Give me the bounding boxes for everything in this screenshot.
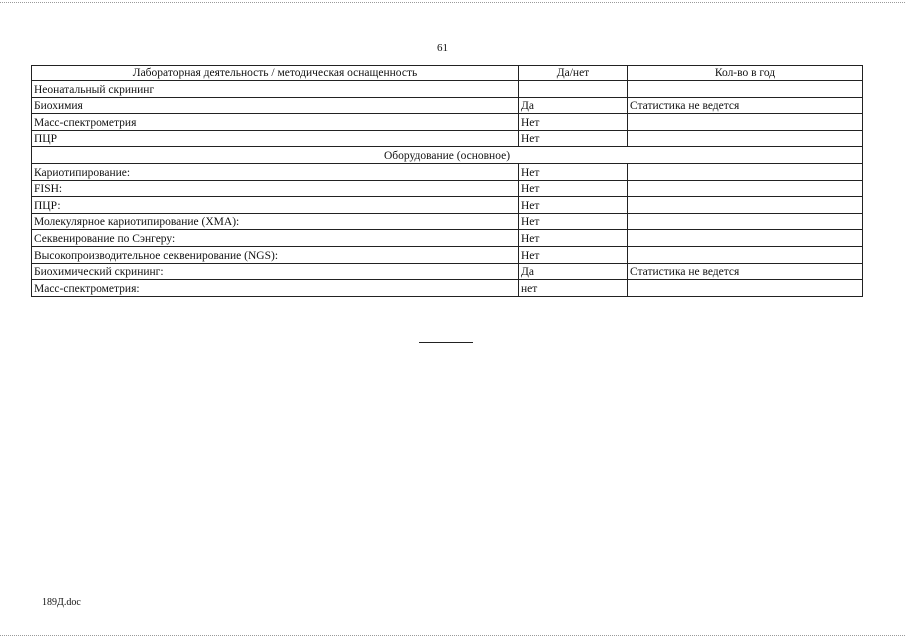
count-cell <box>628 246 863 263</box>
page-number: 61 <box>437 42 448 54</box>
activity-cell: Кариотипирование: <box>32 163 519 180</box>
activity-cell: Молекулярное кариотипирование (ХМА): <box>32 213 519 230</box>
table-row <box>32 263 863 280</box>
count-cell <box>628 180 863 197</box>
footer-rule <box>419 342 473 343</box>
section-row-equipment <box>32 147 863 164</box>
yes-no-cell: Да <box>519 97 628 114</box>
scan-edge-top <box>0 2 905 3</box>
table-row <box>32 114 863 131</box>
activity-cell: Масс-спектрометрия: <box>32 280 519 297</box>
activity-cell: FISH: <box>32 180 519 197</box>
count-cell: Статистика не ведется <box>628 263 863 280</box>
yes-no-cell: Нет <box>519 246 628 263</box>
header-yes-no: Да/нет <box>519 66 628 81</box>
yes-no-cell: Нет <box>519 130 628 147</box>
count-cell <box>628 213 863 230</box>
table-row <box>32 81 863 98</box>
document-filename: 189Д.doc <box>42 597 81 608</box>
count-cell <box>628 130 863 147</box>
activity-cell: Высокопроизводительное секвенирование (NGS): <box>32 246 519 263</box>
table-row <box>32 180 863 197</box>
lab-activity-table <box>31 65 863 297</box>
header-count: Кол-во в год <box>628 66 863 81</box>
table-row <box>32 230 863 247</box>
count-cell <box>628 163 863 180</box>
yes-no-cell: Да <box>519 263 628 280</box>
activity-cell: Биохимия <box>32 97 519 114</box>
count-cell <box>628 280 863 297</box>
activity-cell: Масс-спектрометрия <box>32 114 519 131</box>
header-activity: Лабораторная деятельность / методическая оснащенность <box>32 66 519 81</box>
count-cell <box>628 230 863 247</box>
yes-no-cell: Нет <box>519 213 628 230</box>
yes-no-cell: нет <box>519 280 628 297</box>
table-header-row <box>32 66 863 81</box>
yes-no-cell: Нет <box>519 230 628 247</box>
yes-no-cell: Нет <box>519 180 628 197</box>
yes-no-cell: Нет <box>519 197 628 214</box>
count-cell <box>628 81 863 98</box>
count-cell: Статистика не ведется <box>628 97 863 114</box>
table-row <box>32 280 863 297</box>
activity-cell: ПЦР <box>32 130 519 147</box>
activity-cell: ПЦР: <box>32 197 519 214</box>
count-cell <box>628 114 863 131</box>
equipment-section-title: Оборудование (основное) <box>32 147 863 164</box>
table-row <box>32 130 863 147</box>
table-row <box>32 163 863 180</box>
yes-no-cell <box>519 81 628 98</box>
table-row <box>32 197 863 214</box>
table-row <box>32 246 863 263</box>
activity-cell: Секвенирование по Сэнгеру: <box>32 230 519 247</box>
yes-no-cell: Нет <box>519 163 628 180</box>
yes-no-cell: Нет <box>519 114 628 131</box>
table-row <box>32 97 863 114</box>
activity-cell: Неонатальный скрининг <box>32 81 519 98</box>
activity-cell: Биохимический скрининг: <box>32 263 519 280</box>
table-row <box>32 213 863 230</box>
count-cell <box>628 197 863 214</box>
scan-edge-bottom <box>0 635 905 636</box>
